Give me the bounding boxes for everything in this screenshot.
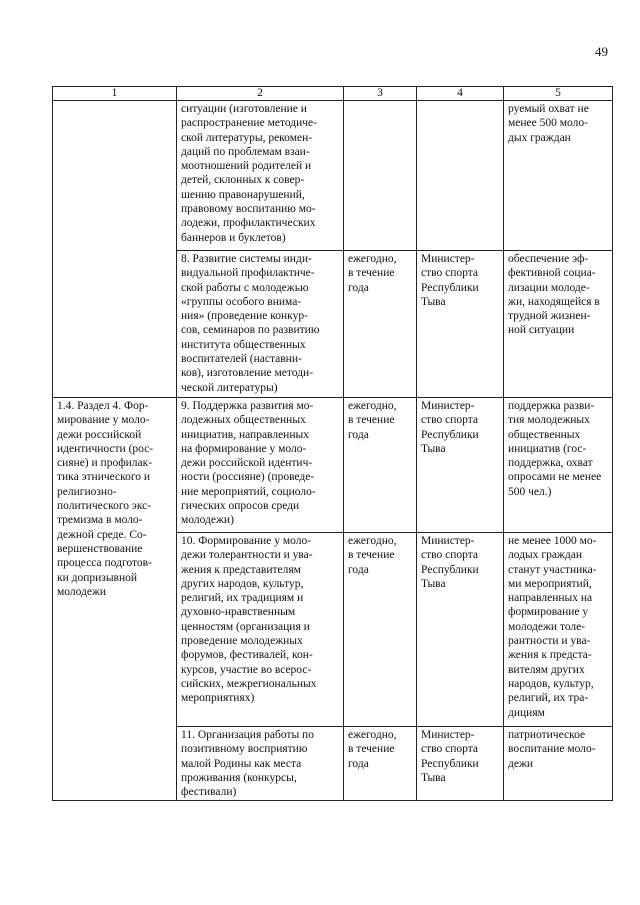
- deadline-text: ежегодно, в течение года: [348, 535, 397, 576]
- executor-text: Министер- ство спорта Республики Тыва: [421, 729, 479, 784]
- header-col-3: 3: [344, 87, 417, 101]
- activity-cell: [177, 727, 344, 801]
- page-number: 49: [595, 44, 608, 59]
- result-text: поддержка разви- тия молодежных общественных инициатив (гос- поддержка, охват опросами не менее 500 чел.): [508, 400, 602, 498]
- section-text: 1.4. Раздел 4. Фор- мирование у моло- дежи российской идентичности (рос- сияне) и профилак- тика этнического и религиозно- политического экс- тремизма в моло- дежной среде. Со- вершенствование процесса подготов- ки допризывной молодежи: [57, 400, 154, 598]
- result-text: обеспечение эф- фективной социа- лизации молоде- жи, находящейся в трудной жизнен- ной ситуации: [508, 253, 600, 337]
- deadline-text: ежегодно, в течение года: [348, 253, 397, 294]
- activity-text: ситуации (изготовление и распространение методиче- ской литературы, рекомен- даций по проблемам взаи- моотношений родителей и детей, склонных к совер- шению правонарушений, правовому воспитанию мо- лодежи, профилактических баннеров и буклетов): [181, 103, 317, 244]
- executor-cell: [417, 251, 504, 398]
- deadline-cell: [344, 101, 417, 251]
- result-text: не менее 1000 мо- лодых граждан станут участника- ми мероприятий, направленных на формирование у молодежи толе- рантности и ува- жения к предста- вителям других народов, культур, религий, их тра- дициям: [508, 535, 597, 719]
- activity-text: 10. Формирование у моло- дежи толерантности и ува- жения к представителям других народов, культур, религий, их традициям и духовно-нравственным ценностям (организация и проведение молодежных форумов, фестивалей, кон- курсов, участие во всерос- сийских, межрегиональных мероприятиях): [181, 535, 317, 705]
- result-text: руемый охват не менее 500 моло- дых граждан: [508, 103, 589, 144]
- result-text: патриотическое воспитание моло- дежи: [508, 729, 596, 770]
- executor-text: Министер- ство спорта Республики Тыва: [421, 253, 479, 308]
- table-row: [53, 398, 613, 533]
- header-col-1: 1: [53, 87, 177, 101]
- executor-text: Министер- ство спорта Республики Тыва: [421, 535, 479, 590]
- deadline-cell: [344, 251, 417, 398]
- deadline-cell: [344, 533, 417, 727]
- table-header-row: [53, 87, 613, 101]
- result-cell: [504, 101, 613, 251]
- result-cell: [504, 727, 613, 801]
- section-cell: [53, 101, 177, 398]
- section-cell: [53, 398, 177, 801]
- executor-cell: [417, 398, 504, 533]
- result-cell: [504, 398, 613, 533]
- deadline-cell: [344, 727, 417, 801]
- header-col-5: 5: [504, 87, 613, 101]
- deadline-text: ежегодно, в течение года: [348, 400, 397, 441]
- header-col-2: 2: [177, 87, 344, 101]
- executor-text: Министер- ство спорта Республики Тыва: [421, 400, 479, 455]
- activity-cell: [177, 251, 344, 398]
- activity-cell: [177, 533, 344, 727]
- executor-cell: [417, 727, 504, 801]
- activity-text: 8. Развитие системы инди- видуальной профилактиче- ской работы с молодежью «группы особого внима- ния» (проведение конкур- сов, семинаров по развитию института общественных воспитателей (наставни- ков), изготовление методи- ческой литературы): [181, 253, 320, 394]
- deadline-text: ежегодно, в течение года: [348, 729, 397, 770]
- activity-cell: [177, 398, 344, 533]
- activity-text: 9. Поддержка развития мо- лодежных общественных инициатив, направленных на формирование у моло- дежи российской идентич- ности (россияне) (проведе- ние мероприятий, социоло- гических опросов среди молодежи): [181, 400, 316, 527]
- activity-cell: [177, 101, 344, 251]
- header-col-4: 4: [417, 87, 504, 101]
- executor-cell: [417, 101, 504, 251]
- result-cell: [504, 533, 613, 727]
- plan-table: [52, 86, 613, 801]
- deadline-cell: [344, 398, 417, 533]
- table-row: [53, 101, 613, 251]
- activity-text: 11. Организация работы по позитивному восприятию малой Родины как места проживания (конкурсы, фестивали): [181, 729, 314, 799]
- executor-cell: [417, 533, 504, 727]
- result-cell: [504, 251, 613, 398]
